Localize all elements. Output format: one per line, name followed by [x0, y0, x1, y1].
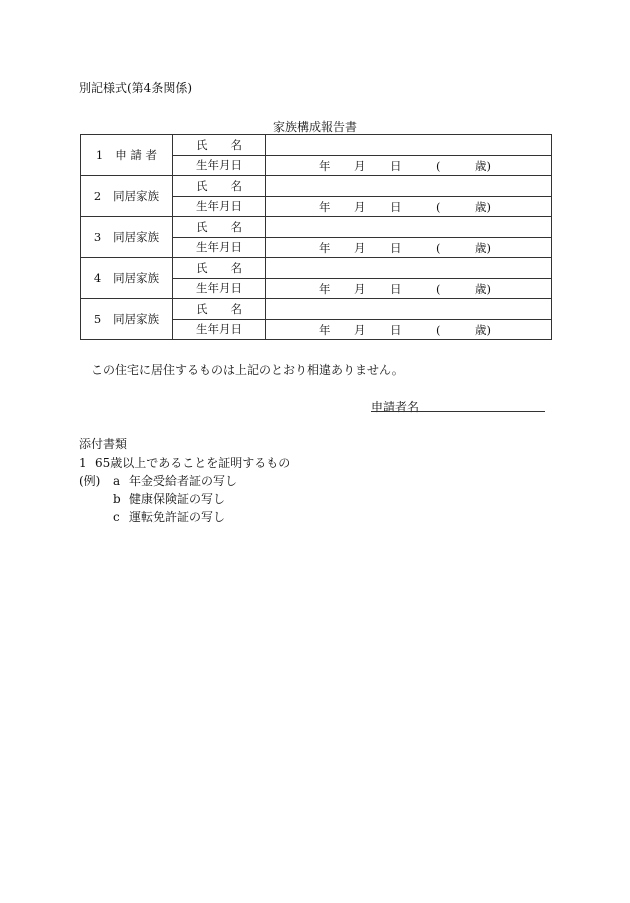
- year-label: 年: [319, 199, 331, 214]
- name-label-cell: 氏 名: [173, 299, 266, 320]
- year-label: 年: [319, 240, 331, 255]
- person-role: 同居家族: [113, 230, 160, 244]
- year-label: 年: [319, 322, 331, 337]
- month-label: 月: [354, 322, 366, 337]
- dob-label-cell: 生年月日: [173, 155, 266, 176]
- name-input-cell[interactable]: [266, 258, 552, 279]
- person-label-cell: [81, 258, 173, 299]
- attachment-item-1: [79, 456, 290, 470]
- example-letter: b: [113, 492, 121, 506]
- year-label: 年: [319, 158, 331, 173]
- document-title: 家族構成報告書: [272, 120, 357, 134]
- example-letter: a: [113, 474, 121, 488]
- day-label: 日: [390, 158, 402, 173]
- dob-input-cell[interactable]: [266, 237, 552, 258]
- person-role: 同居家族: [113, 312, 160, 326]
- age-label: 歳): [475, 199, 491, 214]
- name-input-cell[interactable]: [266, 299, 552, 320]
- month-label: 月: [354, 199, 366, 214]
- person-number: 2: [93, 189, 102, 203]
- dob-label-cell: 生年月日: [173, 237, 266, 258]
- month-label: 月: [354, 158, 366, 173]
- example-row-a: [79, 474, 237, 488]
- day-label: 日: [390, 240, 402, 255]
- table-row: [81, 135, 552, 156]
- attachments-heading: 添付書類: [79, 437, 128, 451]
- declaration-statement: この住宅に居住するものは上記のとおり相違ありません。: [91, 363, 404, 377]
- dob-label-cell: 生年月日: [173, 319, 266, 340]
- person-role: 同居家族: [113, 271, 160, 285]
- person-label-cell: [81, 217, 173, 258]
- example-text: 年金受給者証の写し: [129, 474, 238, 488]
- age-open-paren: (: [436, 322, 441, 337]
- dob-input-cell[interactable]: [266, 155, 552, 176]
- name-label-cell: 氏 名: [173, 135, 266, 156]
- table-row: [81, 258, 552, 279]
- age-label: 歳): [475, 281, 491, 296]
- person-role: 申 請 者: [115, 148, 158, 162]
- name-label-cell: 氏 名: [173, 258, 266, 279]
- form-style-label: 別記様式(第4条関係): [79, 81, 192, 95]
- age-open-paren: (: [436, 281, 441, 296]
- month-label: 月: [354, 281, 366, 296]
- attachment-item-text: 65歳以上であることを証明するもの: [95, 456, 291, 470]
- name-input-cell[interactable]: [266, 217, 552, 238]
- applicant-signature-line[interactable]: [371, 411, 545, 412]
- table-row: [81, 299, 552, 320]
- day-label: 日: [390, 322, 402, 337]
- name-label-cell: 氏 名: [173, 176, 266, 197]
- dob-input-cell[interactable]: [266, 278, 552, 299]
- person-number: 5: [93, 312, 102, 326]
- person-number: 3: [93, 230, 102, 244]
- person-label-cell: [81, 176, 173, 217]
- applicant-name-label: 申請者名: [371, 400, 420, 414]
- year-label: 年: [319, 281, 331, 296]
- family-composition-table: [80, 134, 552, 340]
- person-role: 同居家族: [113, 189, 160, 203]
- age-label: 歳): [475, 158, 491, 173]
- dob-label-cell: 生年月日: [173, 278, 266, 299]
- example-row-b: [113, 492, 225, 506]
- dob-label-cell: 生年月日: [173, 196, 266, 217]
- name-input-cell[interactable]: [266, 135, 552, 156]
- example-label: (例): [79, 474, 101, 488]
- age-open-paren: (: [436, 158, 441, 173]
- dob-input-cell[interactable]: [266, 196, 552, 217]
- attachment-item-number: 1: [79, 456, 87, 470]
- day-label: 日: [390, 281, 402, 296]
- table-row: [81, 217, 552, 238]
- age-label: 歳): [475, 322, 491, 337]
- person-label-cell: [81, 299, 173, 340]
- day-label: 日: [390, 199, 402, 214]
- table-row: [81, 176, 552, 197]
- month-label: 月: [354, 240, 366, 255]
- example-row-c: [113, 510, 225, 524]
- age-open-paren: (: [436, 199, 441, 214]
- age-open-paren: (: [436, 240, 441, 255]
- name-input-cell[interactable]: [266, 176, 552, 197]
- example-text: 健康保険証の写し: [129, 492, 226, 506]
- dob-input-cell[interactable]: [266, 319, 552, 340]
- age-label: 歳): [475, 240, 491, 255]
- person-number: 4: [93, 271, 102, 285]
- person-label-cell: [81, 135, 173, 176]
- name-label-cell: 氏 名: [173, 217, 266, 238]
- example-letter: c: [113, 510, 120, 524]
- example-text: 運転免許証の写し: [129, 510, 226, 524]
- person-number: 1: [95, 148, 104, 162]
